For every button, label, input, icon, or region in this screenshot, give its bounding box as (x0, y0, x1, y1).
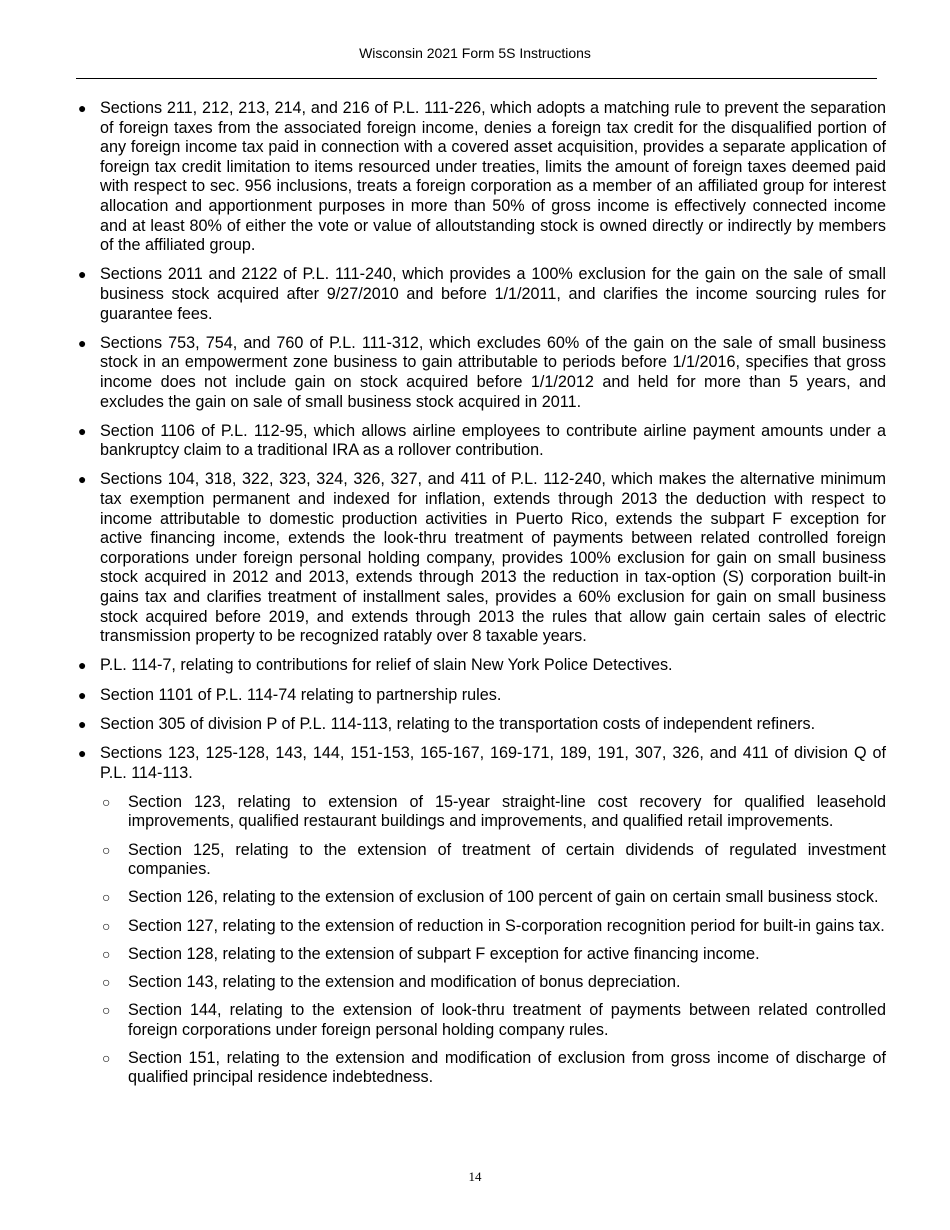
list-item-text: Section 305 of division P of P.L. 114-113, relating to the transportation costs of independent refiners. (100, 714, 816, 733)
list-item-text: Section 1106 of P.L. 112-95, which allows airline employees to contribute airline payment amounts under a bankruptcy claim to a traditional IRA as a rollover contribution. (100, 421, 886, 460)
page-number: 14 (468, 1169, 482, 1184)
sub-list (100, 793, 886, 1088)
sub-list-item-text: Section 144, relating to the extension of look-thru treatment of payments between related controlled foreign corporations under foreign personal holding company rules. (128, 1001, 886, 1039)
sub-list-item-text: Section 128, relating to the extension of subpart F exception for active financing income. (128, 944, 760, 963)
list-item (76, 334, 886, 412)
list-item-text: Sections 123, 125-128, 143, 144, 151-153, 165-167, 169-171, 189, 191, 307, 326, and 411 of division Q of P.L. 114-113. (100, 743, 886, 782)
list-item (76, 686, 886, 706)
sub-list-item (100, 1049, 886, 1088)
list-item (76, 99, 886, 256)
list-item-text: Section 1101 of P.L. 114-74 relating to partnership rules. (100, 685, 502, 704)
sub-list-item (100, 1001, 886, 1040)
bullet-icon: ● (78, 471, 87, 488)
circle-bullet-icon: ○ (102, 841, 111, 858)
sub-list-item (100, 917, 886, 937)
list-item (76, 470, 886, 646)
sub-list-item-text: Section 127, relating to the extension of reduction in S-corporation recognition period for built-in gains tax. (128, 916, 885, 935)
list-item-text: P.L. 114-7, relating to contributions for relief of slain New York Police Detectives. (100, 656, 673, 675)
circle-bullet-icon: ○ (102, 1002, 111, 1019)
sub-list-item-text: Section 125, relating to the extension of treatment of certain dividends of regulated investment companies. (128, 840, 886, 879)
list-item-text: Sections 753, 754, and 760 of P.L. 111-312, which excludes 60% of the gain on the sale of small business stock in an empowerment zone business to gain attributable to periods before 1/1/2016, specifies that gross income does not include gain on stock acquired before 1/1/2012 and held for more than 5 years, and excludes the gain on sale of small business stock acquired in 2011. (100, 333, 886, 411)
bullet-list (76, 99, 886, 1088)
sub-list-item (100, 973, 886, 993)
main-content (76, 99, 886, 1098)
bullet-icon: ● (78, 422, 87, 439)
bullet-icon: ● (78, 100, 87, 116)
circle-bullet-icon: ○ (102, 917, 111, 934)
sub-list-item (100, 841, 886, 880)
list-item (76, 744, 886, 1088)
sub-list-item-text: Section 126, relating to the extension of exclusion of 100 percent of gain on certain small business stock. (128, 888, 879, 907)
bullet-icon: ● (78, 266, 87, 283)
sub-list-item-text: Section 123, relating to extension of 15-year straight-line cost recovery for qualified leasehold improvements, qualified restaurant buildings and improvements, and qualified retail improvements. (128, 792, 886, 831)
sub-list-item-text: Section 143, relating to the extension and modification of bonus depreciation. (128, 972, 681, 991)
header-divider (76, 78, 877, 79)
circle-bullet-icon: ○ (102, 973, 111, 990)
list-item (76, 422, 886, 461)
circle-bullet-icon: ○ (102, 945, 111, 962)
bullet-icon: ● (78, 744, 87, 761)
list-item (76, 265, 886, 324)
bullet-icon: ● (78, 686, 87, 703)
bullet-icon: ● (78, 715, 87, 732)
circle-bullet-icon: ○ (102, 889, 111, 906)
list-item (76, 656, 886, 676)
list-item (76, 715, 886, 735)
bullet-icon: ● (78, 657, 87, 674)
list-item-text: Sections 2011 and 2122 of P.L. 111-240, which provides a 100% exclusion for the gain on the sale of small business stock acquired after 9/27/2010 and before 1/1/2011, and clarifies the income sourcing rules for guarantee fees. (100, 265, 886, 323)
sub-list-item (100, 793, 886, 832)
circle-bullet-icon: ○ (102, 793, 111, 810)
sub-list-item (100, 945, 886, 965)
sub-list-item (100, 888, 886, 908)
sub-list-item-text: Section 151, relating to the extension and modification of exclusion from gross income of discharge of qualified principal residence indebtedness. (128, 1048, 886, 1087)
circle-bullet-icon: ○ (102, 1049, 111, 1066)
list-item-text: Sections 104, 318, 322, 323, 324, 326, 327, and 411 of P.L. 112-240, which makes the alternative minimum tax exemption permanent and indexed for inflation, extends through 2013 the deduction with respect to income attributable to domestic production activities in Puerto Rico, extends the subpart F exception for active financing income, extends the look-thru treatment of payments between related controlled foreign corporations under foreign personal holding company, provides 100% exclusion for gain on small business stock acquired in 2012 and 2013, extends through 2013 the reduction in tax-option (S) corporation built-in gains tax and clarifies treatment of installment sales, provides a 60% exclusion for gain on small business stock acquired before 2019, and extends through 2013 the rules that allow gain certain sales of electric transmission property to be recognized ratably over 8 taxable years. (100, 470, 886, 646)
page-header-title: Wisconsin 2021 Form 5S Instructions (359, 45, 591, 61)
bullet-icon: ● (78, 334, 87, 351)
list-item-text: Sections 211, 212, 213, 214, and 216 of P.L. 111-226, which adopts a matching rule to prevent the separation of foreign taxes from the associated foreign income, denies a foreign tax credit for the disqualified portion of any foreign income tax paid in connection with a covered asset acquisition, provides a separate application of foreign tax credit limitation to items resourced under treaties, limits the amount of foreign taxes deemed paid with respect to sec. 956 inclusions, treats a foreign corporation as a member of an affiliated group for interest allocation and apportionment purposes in more than 50% of gross income is effectively connected income and at least 80% of either the vote or value of alloutstanding stock is owned directly or indirectly by members of the affiliated group. (100, 99, 886, 255)
